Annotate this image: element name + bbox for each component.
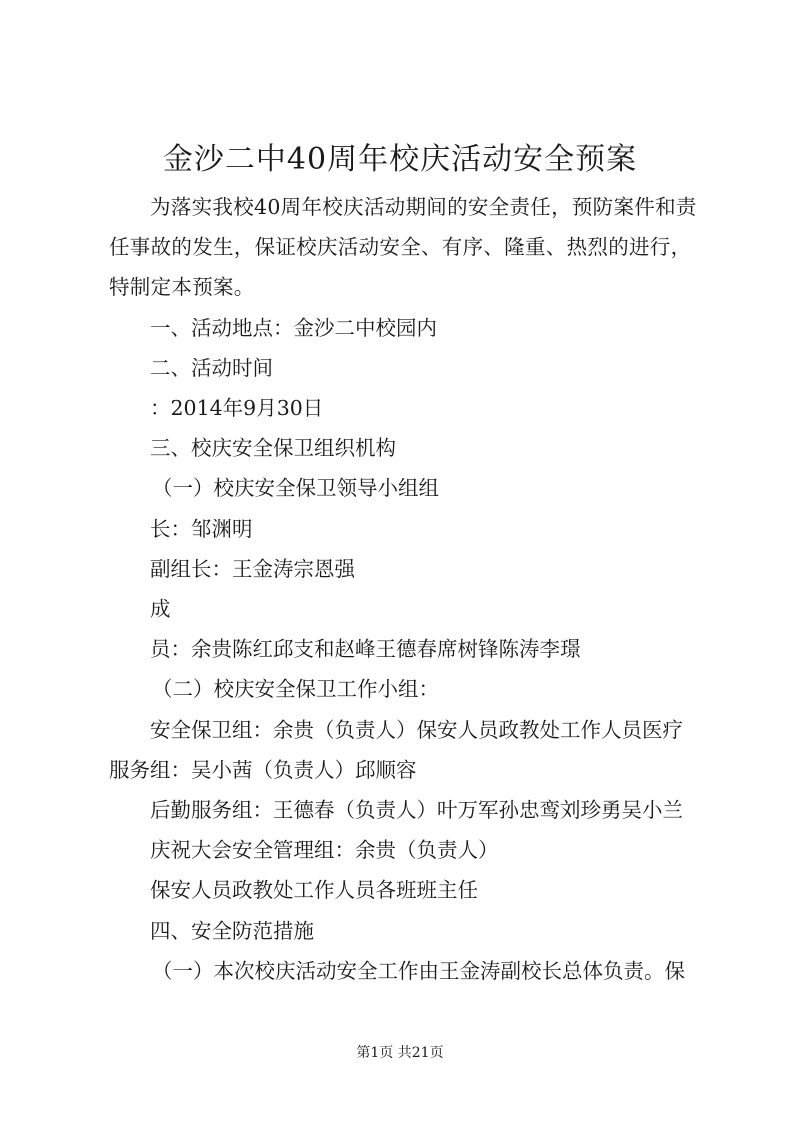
document-title: 金沙二中40周年校庆活动安全预案: [162, 142, 638, 177]
logistics-group-line: 后勤服务组：王德春（负责人）叶万军孙忠鸾刘珍勇吴小兰: [150, 798, 683, 823]
section-organization: 三、校庆安全保卫组织机构: [150, 436, 396, 461]
members-line: 员：余贵陈红邱支和赵峰王德春席树锋陈涛李璟: [150, 637, 581, 662]
ceremony-group-line: 庆祝大会安全管理组：余贵（负责人）: [150, 838, 499, 863]
section-measures: 四、安全防范措施: [150, 918, 314, 943]
time-value: ：2014年9月30日: [150, 396, 324, 421]
deputy-leader-line: 副组长：王金涛宗恩强: [150, 556, 355, 581]
section-location: 一、活动地点：金沙二中校园内: [150, 315, 437, 340]
intro-paragraph: 为落实我校40周年校庆活动期间的安全责任，预防案件和责任事故的发生，保证校庆活动安全、有序、隆重、热烈的进行，特制定本预案。: [109, 195, 697, 300]
subsection-working-group: （二）校庆安全保卫工作小组：: [152, 677, 439, 702]
members-label: 成: [150, 597, 171, 622]
ceremony-members-line: 保安人员政教处工作人员各班班主任: [150, 878, 478, 903]
section-time: 二、活动时间: [150, 355, 273, 380]
medical-group-line: 服务组：吴小茜（负责人）邱顺容: [109, 757, 417, 782]
security-group-line: 安全保卫组：余贵（负责人）保安人员政教处工作人员医疗: [150, 717, 683, 742]
measure-1-line: （一）本次校庆活动安全工作由王金涛副校长总体负责。保: [152, 958, 685, 983]
document-body: [109, 187, 701, 991]
page-number: 第1页 共21页: [356, 1045, 444, 1061]
subsection-leadership: （一）校庆安全保卫领导小组组: [152, 476, 439, 501]
leader-line: 长：邹渊明: [150, 516, 253, 541]
